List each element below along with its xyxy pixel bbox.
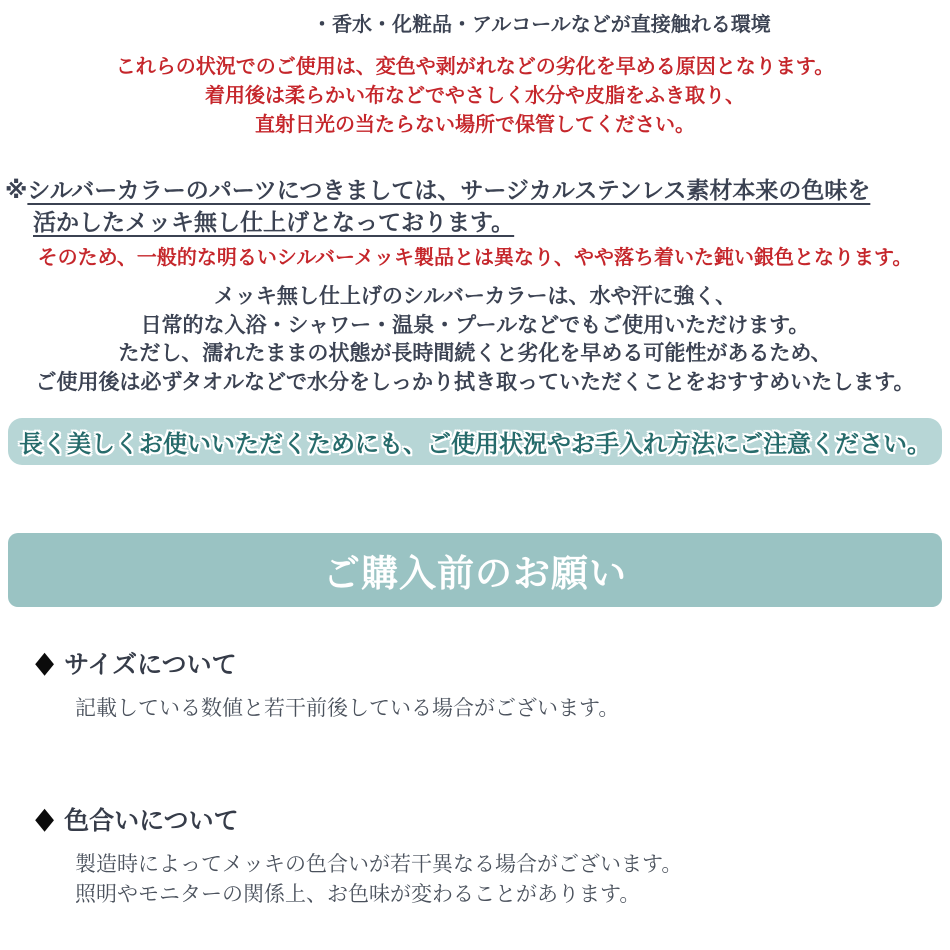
silver-note-underlined-text-1: シルバーカラーのパーツにつきましては、サージカルステンレス素材本来の色味を — [27, 177, 871, 203]
warning-line: 着用後は柔らかい布などでやさしく水分や皮脂をふき取り、 — [205, 85, 745, 107]
color-body-line: 照明やモニターの関係上、お色味が変わることがあります。 — [75, 883, 641, 906]
color-section-body — [33, 850, 933, 910]
usage-line: 日常的な入浴・シャワー・温泉・プールなどでもご使用いただけます。 — [140, 313, 810, 337]
care-reminder-banner: 長く美しくお使いいただくためにも、ご使用状況やお手入れ方法にご注意ください。 — [8, 418, 942, 465]
warning-line: これらの状況でのご使用は、変色や剥がれなどの劣化を早める原因となります。 — [115, 56, 835, 78]
color-body-line: 製造時によってメッキの色合いが若干異なる場合がございます。 — [75, 853, 683, 876]
silver-note-line-1 — [5, 174, 945, 206]
silver-color-red-note: そのため、一般的な明るいシルバーメッキ製品とは異なり、やや落ち着いた鈍い銀色となります。 — [37, 247, 913, 269]
size-section-title: サイズについて — [64, 651, 237, 679]
diamond-bullet-icon: ◆ — [35, 802, 55, 835]
diamond-bullet-icon: ◆ — [35, 646, 55, 679]
color-section — [33, 801, 933, 910]
size-body-line: 記載している数値と若干前後している場合がございます。 — [75, 697, 620, 720]
warning-line: 直射日光の当たらない場所で保管してください。 — [255, 114, 695, 136]
note-asterisk-mark: ※ — [5, 177, 28, 203]
size-section-heading — [33, 645, 933, 681]
usage-line: メッキ無し仕上げのシルバーカラーは、水や汗に強く、 — [213, 285, 737, 308]
color-section-title: 色合いについて — [64, 807, 239, 835]
environment-note-line: ・香水・化粧品・アルコールなどが直接触れる環境 — [312, 14, 771, 36]
silver-note-line-2 — [5, 206, 945, 238]
size-section — [33, 645, 933, 724]
usage-instructions-block — [0, 283, 950, 397]
color-section-heading — [33, 801, 933, 837]
usage-line: ただし、濡れたままの状態が長時間続くと劣化を早める可能性があるため、 — [118, 342, 832, 365]
silver-parts-note — [5, 174, 945, 238]
silver-note-underlined-text-2: 活かしたメッキ無し仕上げとなっております。 — [33, 209, 515, 235]
pre-purchase-section-header: ご購入前のお願い — [8, 533, 942, 607]
usage-line: ご使用後は必ずタオルなどで水分をしっかり拭き取っていただくことをおすすめいたします。 — [35, 370, 915, 394]
deterioration-warning-block — [0, 53, 950, 140]
size-section-body — [33, 694, 933, 724]
